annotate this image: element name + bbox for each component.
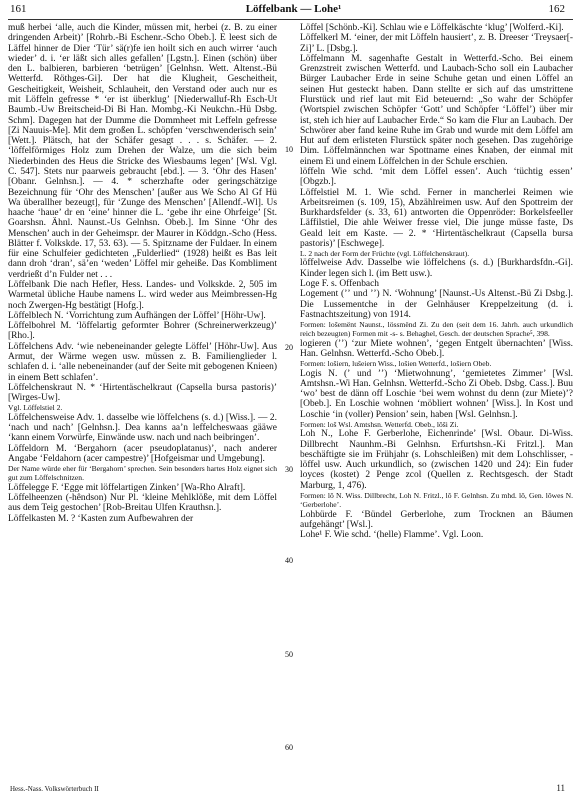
entry-logieren: logieren (ʼʼ) ‘zur Miete wohnen’, ‘gegen Entgelt übernachten’ [Wiss. Han. Gelnhsn. Wetterfd.-Scho Obeb.].: [300, 338, 573, 360]
entry-note: L. 2 nach der Form der Früchte (vgl. Löffelchenskraut).: [300, 249, 470, 259]
entry-note: Formen: loš Wsl. Amtshsn. Wetterfd. Obeb., lôši Zi.: [300, 420, 459, 430]
line-number: 60: [285, 743, 293, 752]
entry-loeffelchens: Löffelchens Adv. ‘wie nebeneinander gelegte Löffel’ [Höhr-Uw]. Aus Armut, der Wärme wegen usw. müssen z. B. Familienglieder l. schlafen d. i. ‘alle nebeneinander (auf der Seite mit gebogenen Knieen) in einem Bett schlafen’.: [8, 341, 277, 383]
entry-loh: Loh N., Lohe F. Gerberlohe, Eichenrinde’ [Wsl. Obaur. Di-Wiss. Dillbrecht Naunhm.-Bi Gelnhsn. Erfurtshsn.-Ki Fritzl.]. Man beschäftigte sie im Frühjahr (s. Lohschleißen) mit dem Lohschlisser, -löffel usw. Auch urkundlich, so (zwischen 1420 und 24): Ein fuder loyces (kostet) 2 Penge zcol (Quellen z. Rechtsgesch. der Stadt Marburg, 1, 476).: [300, 429, 573, 491]
entry-loeffelmann: Löffelmann M. sagenhafte Gestalt in Wetterfd.-Scho. Bei einem Grenzstreit zwischen Wetterfd. und Laubach-Scho soll ein Laubacher Bürger Laubacher Erde in seine Schuhe getan und einen Löffel an seinen Hut gesteckt haben. Dann stellte er sich auf das umstrittene Flurstück und rief laut mit Eid beteuernd: „So wahr der Schöpfer (Wortspiel zwischen Schöpfer ‘Gott’ und Schöpfer ‘Löffel’) über mir ist, steh ich hier auf Laubacher Erde.“ So kam die Flur an Laubach. Der Schwörer aber fand keine Ruhe im Grab und wurde mit dem Löffel am Hut auf dem erlisteten Flurstück später noch gesehen. Das zugehörige Dim. Löffelmännchen war Spottname eines Knaben, der einmal mit einem Ei und einem Löffelchen in der Schule erschien.: [300, 53, 573, 167]
entry-note: Formen: lô N. Wiss. Dillbrecht, Loh N. Fritzl., lô F. Gelnhsn. Zu mhd. lô, Gen. lôwes N. ‘Gerberlohe’.: [300, 491, 573, 510]
page-number-right: 162: [548, 3, 565, 15]
line-number: 10: [285, 145, 293, 154]
page-title: Löffelbank — Lohe¹: [245, 3, 342, 15]
signature-number: 11: [556, 783, 565, 793]
entry-loge: Loge F. s. Offenbach: [300, 279, 380, 290]
entry-note: Formen: lošiern, lušeiern Wiss., lošien Wetterfd., lošiern Obeb.: [300, 359, 492, 369]
entry-loeffelstiel: Löffelstiel M. 1. Wie schd. Ferner in mancherlei Reimen wie Arbeitsreimen (s. 109, 15), Abzählreimen usw. Auf den Spottreim der Burkhardsfelder (s. 33, 61) antworten die Oppenröder: Borkelsfeeller Läffilstiel, Die ahle Weiwer fresse viel, Die junge müsse faste, Ds Geald leit em Kaste. — 2. * ‘Hirtentäschelkraut (Capsella bursa pastoris)’ [Eschwege].: [300, 187, 573, 249]
entry-logis: Logis N. (ʼ und ʼʼ) ‘Mietwohnung’, ‘gemietetes Zimmer’ [Wsl. Amtshsn.-Wi Han. Gelnhsn. Wetterfd.-Scho Zi Obeb. Dsbg. Cass.]. Buu ‘wo’ best de dänn off Loschie ‘bei wem wohnst du denn (zur Miete)’? [Obeb.]. En Loschie wohnen ‘möbliert wohnen’ [Wiss.]. In Kost und Loschie ‘in (voller) Pension’ sein, haben [Wsl. Gelnhsn.].: [300, 368, 573, 420]
entry-loeffelblech: Löffelblech N. ‘Vorrichtung zum Aufhängen der Löffel’ [Höhr-Uw].: [8, 310, 266, 321]
entry-loeffelchensweise: Löffelchensweise Adv. 1. dasselbe wie löffelchens (s. d.) [Wiss.]. — 2. ‘nach und nach’ [Gelnhsn.]. Dea kanns aa’n leffelcheswaas gääwe ‘kann einem Vorwürfe, Einwände usw. nach und nach beibringen’.: [8, 412, 277, 444]
header-rule: [8, 19, 573, 20]
entry-logement: Logement (ʼʼ und ʼʼ) N. ‘Wohnung’ [Naunst.-Us Altenst.-Bü Zi Dsbg.]. Die Lussementche in der Gelnhäuser Kreppelzeitung (d. i. Fastnachtszeitung) von 1914.: [300, 289, 573, 320]
page-number-left: 161: [10, 3, 27, 15]
entry-loeffelkasten: Löffelkasten M. ? ‘Kasten zum Aufbewahren der: [8, 513, 194, 524]
entry-paragraph: muß herbei ‘alle, auch die Kinder, müssen mit, herbei (z. B. zu einer dringenden Arbeit)’ [Rohrb.-Bi Eschenr.-Scho Obeb.]. E leest sich de Läffel hinner de Dier ‘Tür’ sä(r)fe ien hoilt sich en auch wirrer ‘auch wieder’ d. i. ‘er läßt sich alles gefallen’ [Lgstn.]. Einen (schön) über den L. balbieren, barbieren ‘betrügen’ [Gelnhsn. Wett. Altenst.-Bü Wetterfd. Röthges-Gi]. Der hat die Klugheit, Gescheitheit, Gescheitigkeit, Weisheit, Schlauheit, den Verstand oder auch nur es mit Löffeln gefresse * ‘er ist überklug’ [Niederwalluf-Rh Esch-Ut Baumb.-Uw Breitscheid-Di Bi Han. Mombg.-Ki Neukchn.-Hü Dsbg. Schm]. Dagegen hat der Dumme die Dommheet mit Leffeln gefresse [Zi Nauuis-Me]. Mit dem großen L. schöpfen ‘verschwenderisch sein’ [Wett.]. Plätsch, hat der Schäfer gesagt . . . s. Schäfer. — 2. ‘löffelförmiges Holz zum Drehen der Walze, um die sich beim Niederbinden des Heus die Stricke des Wiesbaums legen’ [Wsl. Vgl. C. 547]. Stets nur paarweis gebraucht [ebd.]. — 3. ‘Ohr des Hasen’ [Obanr. Gelnhsn.]. — 4. * scherzhafte oder geringschätzige Bezeichnung für ‘Ohr des Menschen’ [außer aus We Scho Al Gf Hü Wa überallher bezeugt], für ‘Zunge des Menschen’ [Allendf.-Wl]. Us haache ‘haue’ dr en ‘eine’ hinner die L. ‘gebe ihr eine Ohrfeige’ [St. Goarshsn. Ähnl. Naunst.-Us Gelnhsn. Obeb.]. Im Sinne ‘Ohr des Menschen’ auch in der Geheimspr. der Maurer in Köddgn.-Scho (Hess. Blätter f. Volkskde. 17, 53. 63). — 5. Spitzname der Fuldaer. In einem für eine Schulfeier gedichteten „Fulderlied“ (1928) heißt es Bas leit dann droh ‘dran’, sä’en ‘weden’ Löffel mir geheiße. Das Kombliment verdrießt d’n Fulder net . . .: [8, 23, 277, 280]
line-number: 50: [285, 650, 293, 659]
line-number: 30: [285, 465, 293, 474]
left-column: [8, 23, 277, 524]
page-header: [0, 3, 587, 17]
entry-lohbuerde: Lohbürde F. ‘Bündel Gerberlohe, zum Trocknen an Bäumen aufgehängt’ [Wsl.].: [300, 509, 573, 530]
entry-loeffeldorn: Löffeldorn M. ‘Bergahorn (acer pseudoplatanus)’, nach anderer Angabe ‘Feldahorn (acer campestre)’ [Hofgeismar und Umgebung].: [8, 443, 277, 464]
footer-label: Hess.-Nass. Volkswörterbuch II: [10, 785, 99, 793]
line-number: 40: [285, 556, 293, 565]
entry-loeffelchenskraut: Löffelchenskraut N. * ‘Hirtentäschelkraut (Capsella bursa pastoris)’ [Wirges-Uw].: [8, 382, 277, 404]
entry-loeffelheenzen: Löffelheenzen (-hêndson) Nur Pl. ‘kleine Mehlklöße, mit dem Löffel aus dem Teig gestochen’ [Rob-Breitau Ulfen Krauthsn.].: [8, 492, 277, 514]
entry-loeffelkerl: Löffelkerl M. ‘einer, der mit Löffeln hausiert’, z. B. Dreeser ‘Treysaer[-Zi]’ L. [Dsbg.].: [300, 33, 573, 54]
entry-note: Formen: lošemënt Naunst., lössmënd Zi. Zu den (seit dem 16. Jahrh. auch urkundlich reich bezeugten) Formen mit -s- s. Behaghel, Gesch. der deutschen Sprache⁵, 398.: [300, 320, 573, 339]
entry-loeffelbohrel: Löffelbohrel M. ‘löffelartig geformter Bohrer (Schreinerwerkzeug)’ [Rho.].: [8, 321, 277, 342]
entry-continuation: Löffel [Schönb.-Ki]. Schlau wie e Löffelkäschte ‘klug’ [Wolferd.-Ki].: [300, 23, 564, 33]
entry-loeffelegge: Löffelegge F. ‘Egge mit löffelartigen Zinken’ [Wa-Rho Alraft].: [8, 482, 246, 493]
entry-note: Vgl. Löffelstiel 2.: [8, 403, 63, 413]
entry-loeffelweise: löffelweise Adv. Dasselbe wie löffelchens (s. d.) [Burkhardsfdn.-Gi]. Kinder legen sich l. (im Bett usw.).: [300, 258, 573, 279]
entry-loeffeln: löffeln Wie schd. ‘mit dem Löffel essen’. Auch ‘tüchtig essen’ [Obgzb.].: [300, 166, 573, 188]
entry-loeffelbank: Löffelbank Die nach Hefler, Hess. Landes- und Volkskde. 2, 505 im Warmetal übliche Haube namens L. wird weder aus Meimbressen-Hg noch Zwergen-Hg bestätigt [Hofg.].: [8, 280, 277, 311]
entry-note: Der Name würde eher für ‘Bergahorn’ sprechen. Sein besonders hartes Holz eignet sich gut zum Löffelschnitzen.: [8, 464, 277, 483]
entry-lohe: Lohe¹ F. Wie schd. ‘(helle) Flamme’. Vgl. Loon.: [300, 530, 484, 541]
right-column: [300, 23, 573, 540]
line-number: 20: [285, 343, 293, 352]
